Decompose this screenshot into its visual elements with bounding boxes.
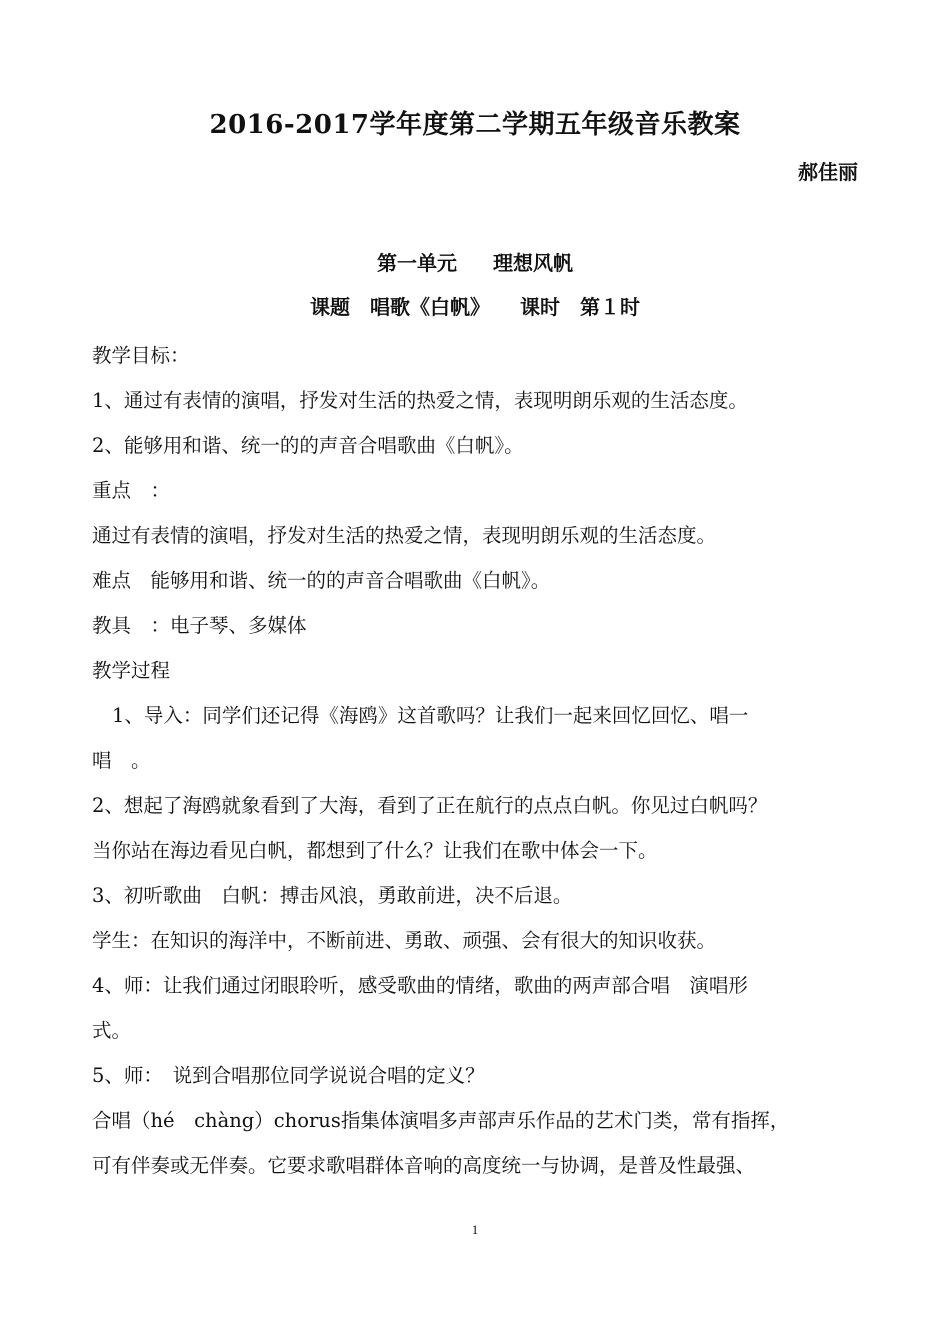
text-line: 当你站在海边看见白帆，都想到了什么？让我们在歌中体会一下。 bbox=[92, 839, 658, 862]
text-line: 唱 。 bbox=[92, 749, 151, 772]
text-line: 2、想起了海鸥就象看到了大海，看到了正在航行的点点白帆。你见过白帆吗？ bbox=[92, 794, 768, 817]
lesson-topic-label: 课题 bbox=[310, 295, 350, 319]
document-title: 2016-2017学年度第二学期五年级音乐教案 bbox=[209, 110, 741, 140]
text-line: 重点 ： bbox=[92, 479, 171, 502]
text-line: 4、师：让我们通过闭眼聆听，感受歌曲的情绪，歌曲的两声部合唱 演唱形 bbox=[92, 974, 748, 997]
text-line: 教学目标： bbox=[92, 344, 190, 367]
text-line: 1、通过有表情的演唱，抒发对生活的热爱之情，表现明朗乐观的生活态度。 bbox=[92, 389, 748, 412]
lesson-period: 第１时 bbox=[580, 295, 640, 319]
text-line: 合唱（hé chàng）chorus指集体演唱多声部声乐作品的艺术门类，常有指挥， bbox=[92, 1109, 790, 1132]
text-line: 可有伴奏或无伴奏。它要求歌唱群体音响的高度统一与协调，是普及性最强、 bbox=[92, 1154, 756, 1177]
text-line: 通过有表情的演唱，抒发对生活的热爱之情，表现明朗乐观的生活态度。 bbox=[92, 524, 717, 547]
page-number: 1 bbox=[471, 1222, 479, 1237]
text-line: 1、导入：同学们还记得《海鸥》这首歌吗？让我们一起来回忆回忆、唱一 bbox=[112, 704, 749, 727]
unit-name: 理想风帆 bbox=[493, 251, 573, 275]
lesson-period-label: 课时 bbox=[520, 295, 560, 319]
text-line: 难点 能够用和谐、统一的的声音合唱歌曲《白帆》。 bbox=[92, 569, 551, 592]
text-line: 3、初听歌曲 白帆：搏击风浪，勇敢前进，决不后退。 bbox=[92, 884, 573, 907]
text-line: 2、能够用和谐、统一的的声音合唱歌曲《白帆》。 bbox=[92, 434, 524, 457]
author-name: 郝佳丽 bbox=[798, 160, 858, 184]
text-line: 教具 ：电子琴、多媒体 bbox=[92, 614, 307, 637]
text-line: 式。 bbox=[92, 1019, 132, 1042]
lesson-heading bbox=[0, 291, 950, 320]
unit-heading bbox=[0, 247, 950, 276]
body-text bbox=[92, 333, 862, 1188]
text-line: 教学过程 bbox=[92, 659, 171, 682]
text-line: 5、师： 说到合唱那位同学说说合唱的定义？ bbox=[92, 1064, 485, 1087]
text-line: 学生：在知识的海洋中，不断前进、勇敢、顽强、会有很大的知识收获。 bbox=[92, 929, 717, 952]
lesson-topic: 唱歌《白帆》 bbox=[370, 295, 490, 319]
unit-label: 第一单元 bbox=[377, 251, 457, 275]
